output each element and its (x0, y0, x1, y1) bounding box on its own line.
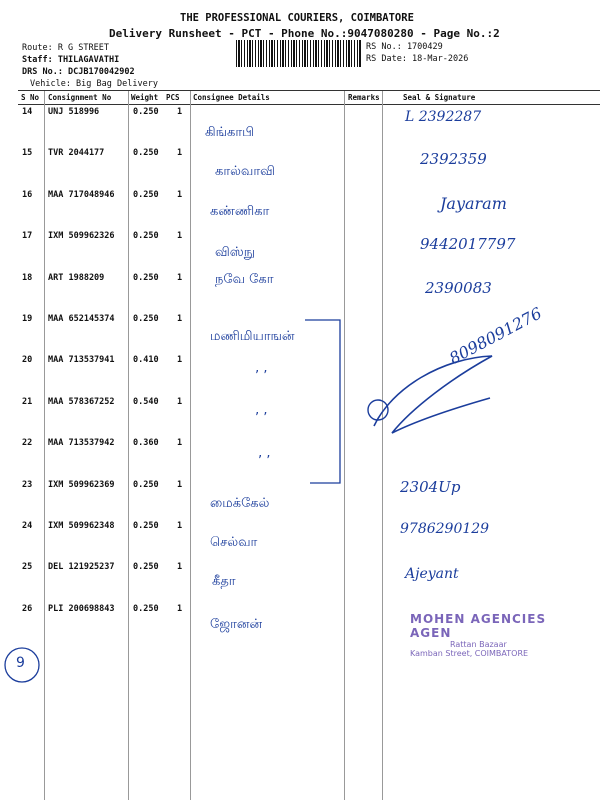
runsheet-barcode (236, 40, 361, 67)
row-consignment-no: TVR 2044177 (48, 148, 105, 159)
row-consignee-name: ’ ’ (255, 410, 268, 426)
col-header-signature: Seal & Signature (403, 93, 476, 102)
row-consignment-no: UNJ 518996 (48, 107, 100, 117)
col-header-pcs: PCS (166, 93, 180, 102)
group-bracket (300, 318, 360, 488)
row-consignee-name: கால்வாவி (215, 164, 275, 180)
row-pcs: 1 (177, 189, 183, 200)
row-consignee-name: விஸ்நு (215, 245, 255, 261)
row-consignee-name: கிங்காபி (205, 125, 255, 140)
row-pcs: 1 (177, 396, 183, 407)
staff-label: Staff: THILAGAVATHI (22, 55, 120, 65)
table-header-rule (18, 104, 600, 105)
col-header-consignee: Consignee Details (193, 93, 270, 102)
stamp-line2: Rattan Bazaar (450, 640, 507, 649)
row-weight: 0.250 (133, 562, 159, 573)
row-signature: 8098091276 (446, 303, 545, 369)
row-signature: Jayaram (440, 193, 507, 213)
rs-no-label: RS No.: 1700429 (366, 42, 443, 52)
row-consignment-no: IXM 509962348 (48, 521, 115, 531)
row-consignment-no: MAA 713537942 (48, 438, 115, 449)
vehicle-label: Vehicle: Big Bag Delivery (30, 79, 158, 89)
row-consignee-name: கண்ணிகா (210, 203, 270, 219)
row-signature: L 2392287 (405, 109, 482, 125)
row-signature: Ajeyant (405, 566, 459, 583)
row-sno: 15 (22, 148, 33, 159)
row-sno: 17 (22, 231, 33, 242)
row-weight: 0.250 (133, 231, 159, 242)
row-sno: 20 (22, 355, 33, 366)
row-sno: 16 (22, 189, 33, 200)
row-signature: 2392359 (420, 150, 487, 169)
row-consignee-name: செல்வா (210, 535, 258, 550)
row-consignee-name: ’ ’ (255, 369, 268, 385)
row-sno: 23 (22, 479, 33, 490)
row-pcs: 1 (177, 603, 183, 614)
row-weight: 0.410 (133, 355, 159, 366)
row-weight: 0.250 (133, 479, 159, 490)
col-header-sno: S No (21, 93, 40, 102)
row-consignee-name: நவே கோ (215, 271, 274, 287)
row-consignee-name: கீதா (212, 574, 236, 590)
row-pcs: 1 (177, 562, 183, 573)
group-signature-scribble (362, 348, 592, 458)
row-weight: 0.360 (133, 438, 159, 449)
runsheet-subtitle: Delivery Runsheet - PCT - Phone No.:9047080280 - Page No.:2 (109, 27, 500, 40)
row-pcs: 1 (177, 107, 183, 117)
row-consignment-no: DEL 121925237 (48, 562, 115, 573)
row-weight: 0.250 (133, 272, 159, 283)
row-pcs: 1 (177, 148, 183, 159)
row-sno: 25 (22, 562, 33, 573)
row-weight: 0.540 (133, 396, 159, 407)
row-pcs: 1 (177, 438, 183, 449)
col-header-weight: Weight (131, 93, 159, 102)
row-consignee-name: ஜோனன் (210, 616, 263, 632)
row-weight: 0.250 (133, 314, 159, 324)
row-consignment-no: MAA 717048946 (48, 189, 115, 200)
col-divider (128, 91, 129, 800)
row-consignment-no: MAA 713537941 (48, 355, 115, 366)
company-title: THE PROFESSIONAL COURIERS, COIMBATORE (180, 12, 414, 24)
row-sno: 21 (22, 396, 33, 407)
row-pcs: 1 (177, 272, 183, 283)
agency-stamp (410, 612, 585, 658)
row-weight: 0.250 (133, 107, 159, 117)
row-consignee-name: ’ ’ (258, 454, 271, 470)
row-weight: 0.250 (133, 603, 159, 614)
row-sno: 14 (22, 107, 33, 117)
drs-label: DRS No.: DCJB170042902 (22, 67, 135, 77)
col-header-consignment: Consignment No (48, 93, 112, 102)
row-signature: 9442017797 (420, 235, 516, 254)
row-weight: 0.250 (133, 521, 159, 531)
row-signature: 2304Up (400, 477, 461, 496)
row-weight: 0.250 (133, 148, 159, 159)
row-pcs: 1 (177, 521, 183, 531)
row-sno: 22 (22, 438, 33, 449)
col-divider (44, 91, 45, 800)
row-consignment-no: ART 1988209 (48, 272, 105, 283)
row-sno: 26 (22, 603, 33, 614)
col-divider (190, 91, 191, 800)
row-pcs: 1 (177, 355, 183, 366)
row-sno: 24 (22, 521, 33, 531)
stamp-line3: Kamban Street, COIMBATORE (410, 649, 529, 658)
row-pcs: 1 (177, 314, 183, 324)
rs-date-label: RS Date: 18-Mar-2026 (366, 54, 469, 64)
row-consignment-no: IXM 509962326 (48, 231, 115, 242)
row-weight: 0.250 (133, 189, 159, 200)
row-consignment-no: MAA 652145374 (48, 314, 115, 324)
page-mark: 9 (16, 655, 25, 671)
row-pcs: 1 (177, 479, 183, 490)
row-consignee-name: மணிமியாஙன் (210, 329, 295, 344)
stamp-line1: MOHEN AGENCIES AGEN (410, 612, 547, 640)
table-top-rule (18, 90, 600, 91)
row-consignment-no: PLI 200698843 (48, 603, 115, 614)
row-consignment-no: MAA 578367252 (48, 396, 115, 407)
row-consignment-no: IXM 509962369 (48, 479, 115, 490)
row-signature: 2390083 (425, 278, 492, 297)
row-consignee-name: மைக்கேல் (210, 495, 270, 511)
row-sno: 19 (22, 314, 33, 324)
col-header-remarks: Remarks (348, 93, 380, 102)
row-pcs: 1 (177, 231, 183, 242)
row-signature: 9786290129 (400, 521, 490, 537)
route-label: Route: R G STREET (22, 43, 109, 53)
row-sno: 18 (22, 272, 33, 283)
